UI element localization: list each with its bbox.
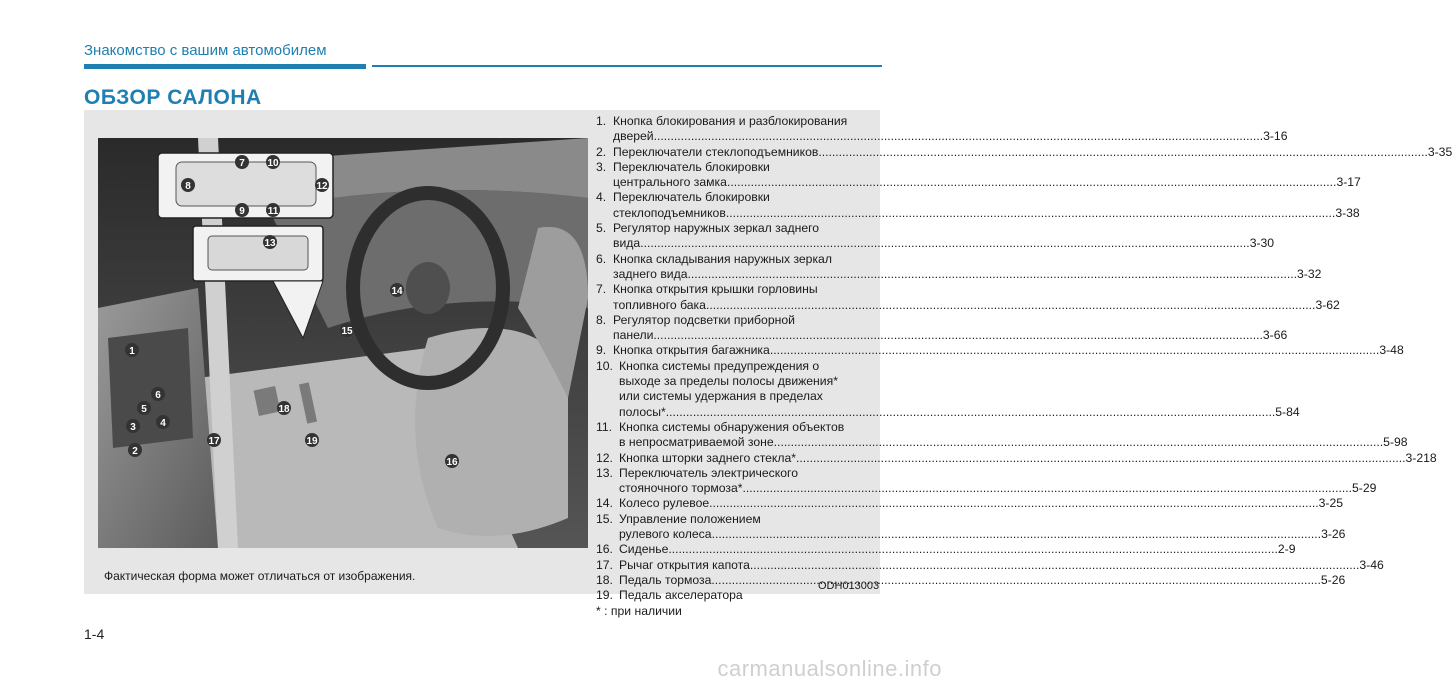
legend-item-5: 5. Регулятор наружных зеркал заднего вида ..... 3-30 [596, 221, 878, 252]
callout-10: 10 [267, 158, 279, 169]
legend-page-ref: 3-17 [1336, 175, 1361, 190]
legend-item-14: 14. Колесо рулевое ..... 3-25 [596, 496, 878, 511]
legend-text: Регулятор наружных зеркал заднего [613, 221, 820, 236]
legend-text: Кнопка складывания наружных зеркал [613, 251, 832, 266]
section-title: Знакомство с вашим автомобилем [84, 42, 327, 59]
legend-text: Рычаг открытия капота [619, 557, 750, 572]
callout-14: 14 [391, 286, 403, 297]
legend-page-ref: 5-26 [1320, 572, 1346, 587]
legend-page-ref: 5-29 [1352, 481, 1377, 496]
callout-4: 4 [160, 418, 166, 429]
callout-17: 17 [208, 436, 220, 447]
callout-2: 2 [132, 446, 138, 457]
legend-item-18: 18. Педаль тормоза ..... 5-26 [596, 573, 878, 588]
callout-6: 6 [155, 390, 161, 401]
legend-item-2: 2. Переключатели стеклоподъемников ..... 3-35 [596, 145, 878, 160]
legend-item-10: 10. Кнопка системы предупреждения о выходе за пределы полосы движения* или системы удержания в пределах полосы* ..... 5-84 [596, 359, 878, 420]
title-underline-thick [84, 64, 366, 69]
callout-3: 3 [130, 422, 136, 433]
legend-page-ref: 3-26 [1321, 527, 1346, 542]
callout-5: 5 [141, 404, 147, 415]
legend-item-9: 9. Кнопка открытия багажника ..... 3-48 [596, 343, 878, 358]
legend-item-13: 13. Переключатель электрического стояночного тормоза* ..... 5-29 [596, 466, 878, 497]
legend-text: Управление положением [619, 511, 761, 526]
legend-text: Переключатель электрического [619, 465, 798, 480]
callout-1: 1 [129, 346, 135, 357]
legend-page-ref: 3-25 [1318, 496, 1344, 511]
callout-12: 12 [316, 181, 328, 192]
legend-text: Переключатель блокировки [613, 190, 770, 205]
legend-page-ref: 3-32 [1297, 266, 1322, 281]
legend-text: Педаль тормоза [619, 572, 712, 587]
legend-number: 1. [596, 114, 607, 128]
legend-page-ref: 5-84 [1275, 404, 1300, 419]
callout-13: 13 [264, 238, 276, 249]
legend-page-ref: 3-66 [1262, 328, 1288, 343]
page-heading: ОБЗОР САЛОНА [84, 86, 262, 109]
component-legend [596, 114, 1452, 619]
legend-page-ref: 3-38 [1335, 205, 1360, 220]
legend-item-15: 15. Управление положением рулевого колеса ..... 3-26 [596, 512, 878, 543]
legend-text: Сиденье [619, 542, 669, 557]
legend-item-12: 12. Кнопка шторки заднего стекла* ..... 3-218 [596, 451, 878, 466]
figure-caption: Фактическая форма может отличаться от изображения. [104, 569, 416, 583]
legend-text: Кнопка шторки заднего стекла* [619, 450, 797, 465]
legend-page-ref: 3-16 [1263, 129, 1288, 144]
legend-page-ref: 3-62 [1315, 297, 1340, 312]
callout-19: 19 [306, 436, 318, 447]
callout-16: 16 [446, 457, 458, 468]
legend-item-16: 16. Сиденье ..... 2-9 [596, 542, 878, 557]
availability-note: * : при наличии [596, 603, 682, 618]
legend-item-17: 17. Рычаг открытия капота ..... 3-46 [596, 558, 878, 573]
legend-text: Колесо рулевое [619, 496, 710, 511]
legend-text: Кнопка открытия крышки горловины [613, 282, 818, 297]
legend-page-ref: 3-30 [1249, 236, 1275, 251]
legend-item-3: 3. Переключатель блокировки центрального замка ..... 3-17 [596, 160, 878, 191]
legend-item-11: 11. Кнопка системы обнаружения объектов в непросматриваемой зоне ..... 5-98 [596, 420, 878, 451]
legend-item-1: 1. Кнопка блокирования и разблокирования дверей ..... 3-16 [596, 114, 878, 145]
legend-item-4: 4. Переключатель блокировки стеклоподъемников ..... 3-38 [596, 190, 878, 221]
legend-text: Кнопка открытия багажника [613, 343, 770, 358]
legend-page-ref: 3-35 [1427, 144, 1452, 159]
callout-markers [125, 155, 459, 468]
legend-text: Переключатель блокировки [613, 159, 770, 174]
callout-7: 7 [239, 158, 245, 169]
legend-page-ref: 3-46 [1359, 557, 1384, 572]
legend-text: Кнопка системы предупреждения о [619, 358, 820, 373]
legend-item-8: 8. Регулятор подсветки приборной панели ..... 3-66 [596, 313, 878, 344]
legend-text: Регулятор подсветки приборной [613, 312, 795, 327]
legend-page-ref: 2-9 [1277, 542, 1296, 557]
legend-page-ref: 3-48 [1379, 343, 1404, 358]
legend-text: Педаль акселератора [619, 588, 743, 603]
watermark: carmanualsonline.info [717, 656, 942, 681]
legend-text: Переключатели стеклоподъемников [613, 144, 819, 159]
legend-item-7: 7. Кнопка открытия крышки горловины топливного бака ..... 3-62 [596, 282, 878, 313]
legend-item-19: 19. Педаль акселератора [596, 588, 878, 603]
legend-item-6: 6. Кнопка складывания наружных зеркал заднего вида ..... 3-32 [596, 252, 878, 283]
image-code: ODH013003 [818, 580, 880, 592]
callout-9: 9 [239, 206, 245, 217]
legend-page-ref: 5-98 [1383, 435, 1408, 450]
interior-illustration [98, 138, 588, 548]
title-underline-thin [372, 65, 882, 67]
legend-page-ref: 3-218 [1405, 450, 1437, 465]
legend-text: Кнопка системы обнаружения объектов [619, 419, 845, 434]
page-number: 1-4 [84, 626, 105, 642]
callout-18: 18 [278, 404, 290, 415]
callout-15: 15 [341, 326, 353, 337]
callout-11: 11 [267, 206, 279, 217]
callout-8: 8 [185, 181, 191, 192]
legend-text: Кнопка блокирования и разблокирования [613, 114, 848, 128]
